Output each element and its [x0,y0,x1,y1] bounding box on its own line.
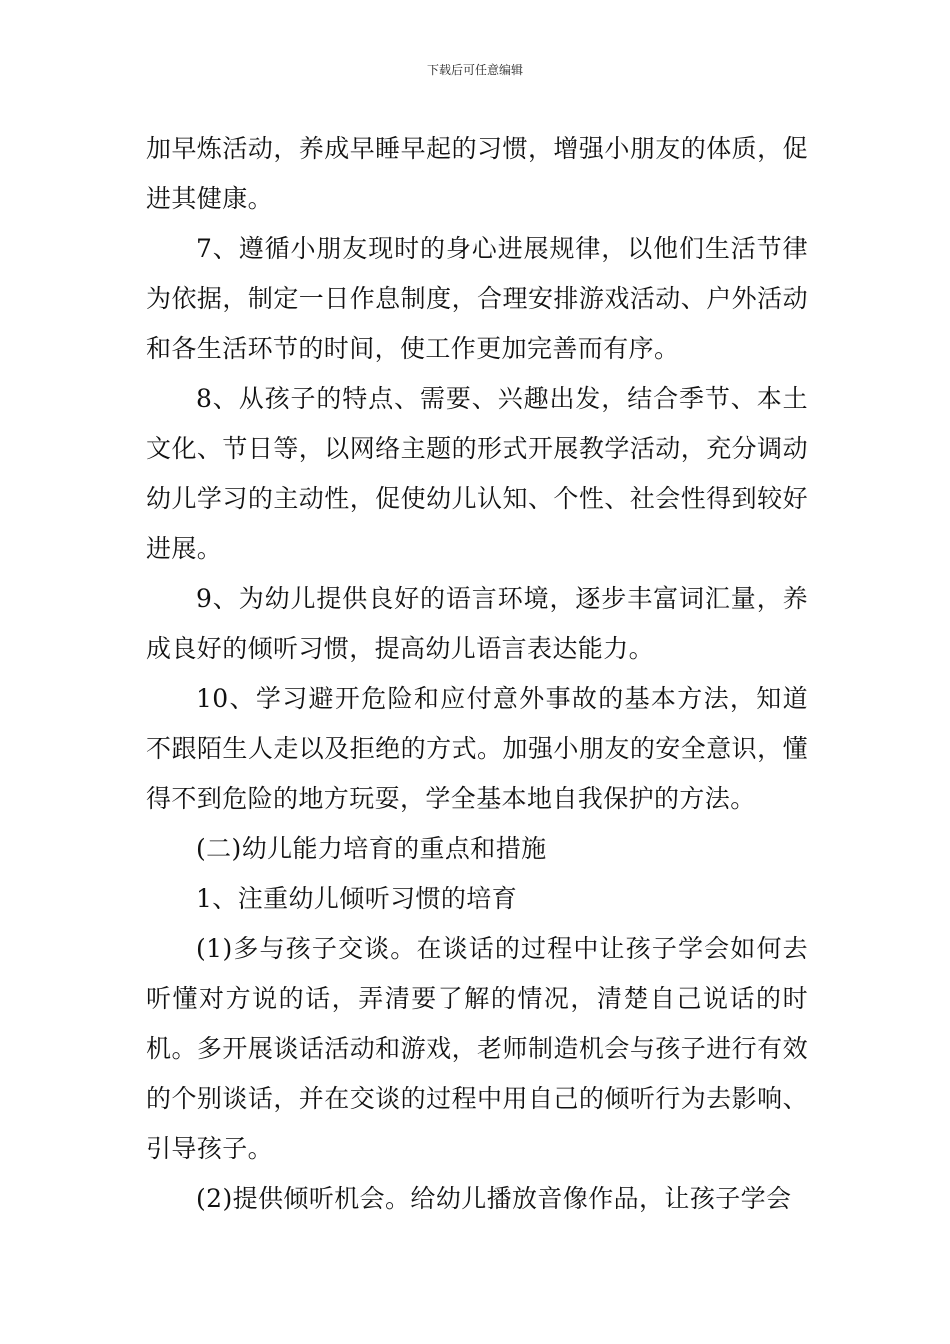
paragraph: (1)多与孩子交谈。在谈话的过程中让孩子学会如何去听懂对方说的话，弄清要了解的情况，清楚自己说话的时机。多开展谈话活动和游戏，老师制造机会与孩子进行有效的个别谈话，并在交谈的过程中用自己的倾听行为去影响、引导孩子。 [146,934,808,1163]
paragraph: 加早炼活动，养成早睡早起的习惯，增强小朋友的体质，促进其健康。 [146,134,808,213]
document-body [146,124,808,1224]
paragraph: 9、为幼儿提供良好的语言环境，逐步丰富词汇量，养成良好的倾听习惯，提高幼儿语言表达能力。 [146,584,808,663]
paragraph: 1、注重幼儿倾听习惯的培育 [196,884,518,913]
paragraph: 7、遵循小朋友现时的身心进展规律，以他们生活节律为依据，制定一日作息制度，合理安排游戏活动、户外活动和各生活环节的时间，使工作更加完善而有序。 [146,234,808,363]
page-header: 下载后可任意编辑 [426,63,523,77]
paragraph: 8、从孩子的特点、需要、兴趣出发，结合季节、本土文化、节日等，以网络主题的形式开展教学活动，充分调动幼儿学习的主动性，促使幼儿认知、个性、社会性得到较好进展。 [146,384,808,563]
paragraph: (2)提供倾听机会。给幼儿播放音像作品，让孩子学会 [196,1184,792,1213]
paragraph: 10、学习避开危险和应付意外事故的基本方法，知道不跟陌生人走以及拒绝的方式。加强小朋友的安全意识，懂得不到危险的地方玩耍，学全基本地自我保护的方法。 [146,684,808,813]
paragraph: (二)幼儿能力培育的重点和措施 [196,834,547,863]
